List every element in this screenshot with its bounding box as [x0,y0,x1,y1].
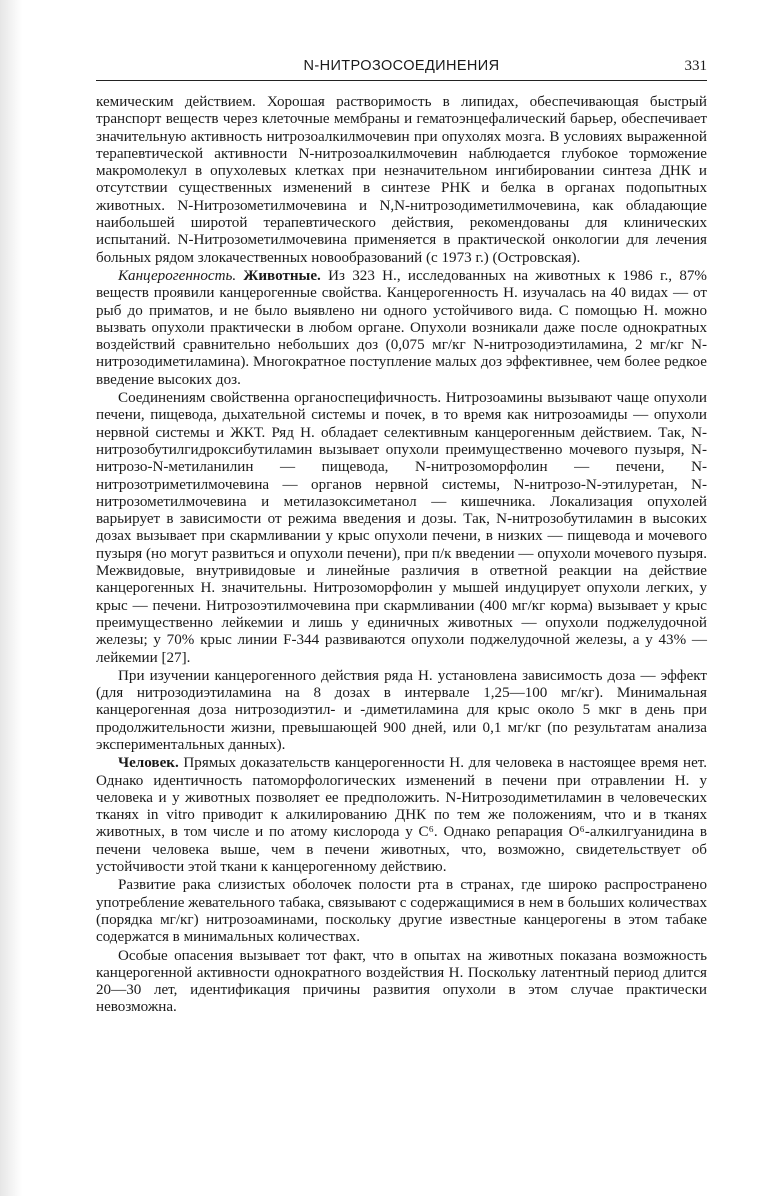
page-edge-shadow [0,0,22,1196]
paragraph-human [96,755,707,876]
section-heading-carcinogenicity: Канцерогенность. [118,267,237,284]
paragraph-text: Прямых доказательств канцерогенности Н. для человека в настоящее время нет. Однако идентичность патоморфологических изменений в печени при отравлении Н. у человека и у животных позволяет ее предположить. N-Нитрозодиметиламин в человеческих тканях in vitro приводит к алкилированию ДНК по тем же положениям, что и в тканях животных, в том числе и по атому кислорода у C⁶. Однако репарация O⁶-алкилгуанидина в печени человека выше, чем в печени животных, что, возможно, свидетельствует об устойчивости этой ткани к канцерогенному действию. [96,755,707,876]
body-text [96,94,707,1017]
paragraph [96,668,707,754]
paragraph [96,877,707,946]
page-number: 331 [684,58,707,74]
subheading-animals: Животные. [243,267,321,284]
running-title: N-НИТРОЗОСОЕДИНЕНИЯ [303,58,500,74]
subheading-human: Человек. [118,755,179,772]
paragraph-text: Из 323 Н., исследованных на животных к 1986 г., 87% веществ проявили канцерогенные свойства. Канцерогенность Н. изучалась на 40 видах — от рыб до приматов, и не было выявлено ни одного устойчивого вида. С помощью Н. можно вызвать опухоли практически в любом органе. Опухоли возникали даже после однократных воздействий сравнительно небольших доз (0,075 мг/кг N-нитрозодиэтиламина, 2 мг/кг N-нитрозодиметиламина). Многократное поступление малых доз эффективнее, чем более редкое введение высоких доз. [96,267,707,388]
paragraph [96,390,707,667]
paragraph [96,948,707,1017]
page-header [96,58,707,81]
paragraph [96,94,707,267]
paragraph-carcinogenicity-animals [96,268,707,389]
paragraph-text: кемическим действием. Хорошая растворимость в липидах, обеспечивающая быстрый транспорт веществ через клеточные мембраны и гематоэнцефалический барьер, обеспечивает значительную активность нитрозоалкилмочевин при опухолях мозга. В условиях выраженной терапевтической активности N-нитрозоалкилмочевин наблюдается глубокое торможение макромолекул в опухолевых клетках при незначительном ингибировании синтеза ДНК и отсутствии существенных изменений в синтезе РНК и белка в органах подопытных животных. N-Нитрозометилмочевина и N,N-нитрозодиметилмочевина, как обладающие наибольшей широтой терапевтического действия, рекомендованы для клинических испытаний. N-Нитрозометилмочевина применяется в практической онкологии для лечения больных рядом злокачественных новообразований (с 1973 г.) (Островская). [96,94,707,266]
paragraph-text: Соединениям свойственна органоспецифичность. Нитрозоамины вызывают чаще опухоли печени, пищевода, дыхательной системы и почек, в то время как нитрозоамиды — опухоли нервной системы и ЖКТ. Ряд Н. обладает селективным канцерогенным действием. Так, N-нитрозобутилгидроксибутиламин вызывает опухоли преимущественно мочевого пузыря, N-нитрозо-N-метиланилин — пищевода, N-нитрозоморфолин — печени, N-нитрозотриметилмочевина — органов нервной системы, N-нитрозо-N-этилуретан, N-нитрозометилмочевина и метилазоксиметанол — кишечника. Локализация опухолей варьирует в зависимости от режима введения и дозы. Так, N-нитрозобутиламин в высоких дозах вызывает при скармливании у крыс опухоли печени, в низких — пищевода и мочевого пузыря (но могут развиться и опухоли печени), при п/к введении — опухоли мочевого пузыря. Межвидовые, внутривидовые и линейные различия в ответной реакции на действие канцерогенных Н. значительны. Нитрозоморфолин у мышей индуцирует опухоли легких, у крыс — печени. Нитрозоэтилмочевина при скармливании (400 мг/кг корма) вызывает у крыс преимущественно лейкемии и лишь у единичных животных — опухоли поджелудочной железы; у 70% крыс линии F-344 развиваются опухоли поджелудочной железы, а у 43% — лейкемии [27]. [96,390,707,666]
paragraph-text: При изучении канцерогенного действия ряда Н. установлена зависимость доза — эффект (для нитрозодиэтиламина на 8 дозах в интервале 1,25—100 мг/кг). Минимальная канцерогенная доза нитрозодиэтил- и -диметиламина для крыс около 5 мкг в день при продолжительности жизни, превышающей 900 дней, или 0,1 мг/кг (по результатам анализа экспериментальных данных). [96,667,707,753]
paragraph-text: Особые опасения вызывает тот факт, что в опытах на животных показана возможность канцерогенной активности однократного воздействия Н. Поскольку латентный период длится 20—30 лет, идентификация причины развития опухоли в этом случае практически невозможна. [96,947,707,1016]
paragraph-text: Развитие рака слизистых оболочек полости рта в странах, где широко распространено употребление жевательного табака, связывают с содержащимися в нем в больших количествах (порядка мг/кг) нитрозоаминами, поскольку другие известные канцерогены в этом табаке содержатся в минимальных количествах. [96,877,707,946]
